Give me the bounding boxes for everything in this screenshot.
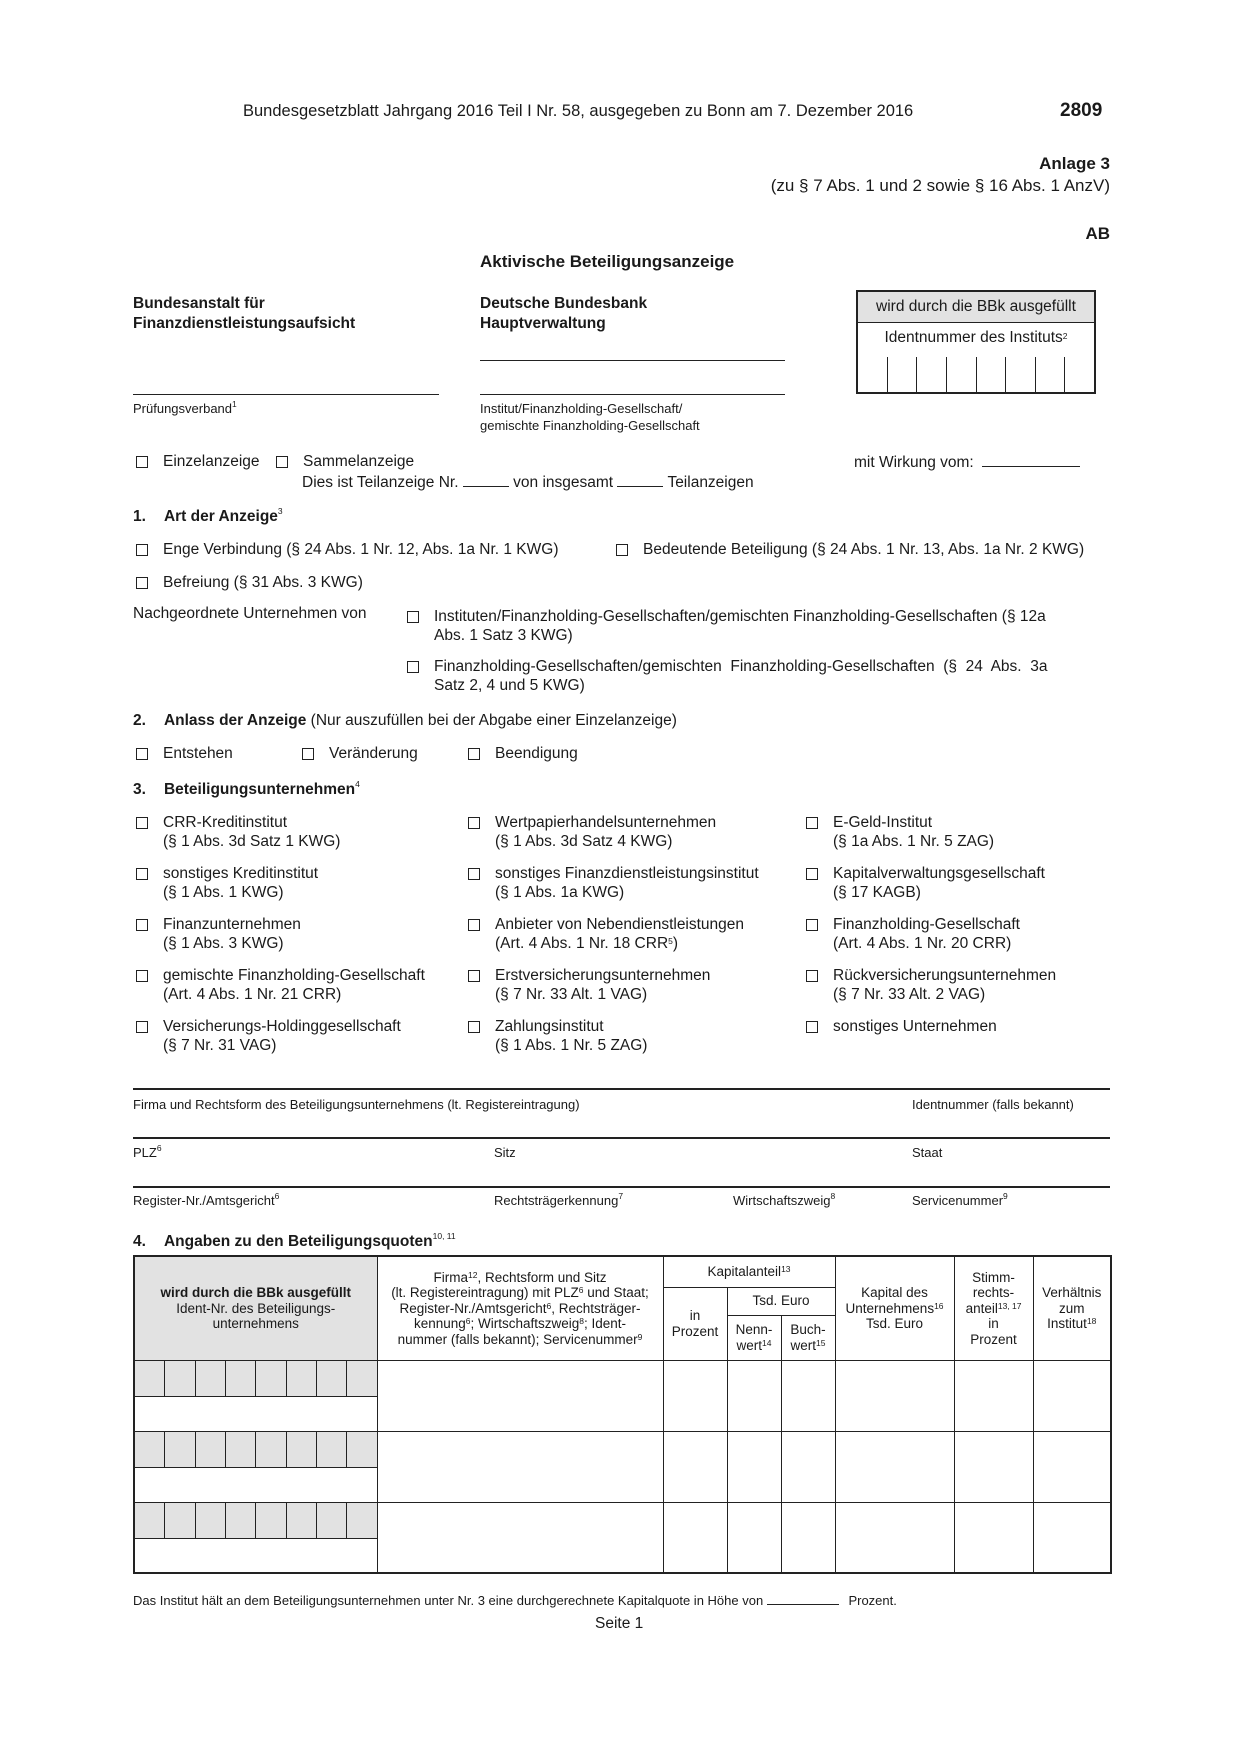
col-kapitalanteil: Kapitalanteil$^{13}$ (663, 1256, 835, 1287)
institut-ident-digits[interactable] (858, 357, 1094, 392)
teilanzeige-nr-field[interactable] (463, 472, 509, 487)
nebendienstleistungen-checkbox[interactable] (468, 919, 480, 931)
row2-verhaeltnis-cell[interactable] (1033, 1431, 1111, 1502)
row3-ident-lower[interactable] (134, 1538, 377, 1573)
row1-stimm-cell[interactable] (954, 1360, 1033, 1431)
row1-verhaeltnis-cell[interactable] (1033, 1360, 1111, 1431)
row2-stimm-cell[interactable] (954, 1431, 1033, 1502)
page-footer: Seite 1 (595, 1615, 644, 1632)
finanzholding-gesellschaft-checkbox[interactable] (806, 919, 818, 931)
row2-ident-lower[interactable] (134, 1467, 377, 1502)
e-geld-institut-checkbox[interactable] (806, 817, 818, 829)
row1-buchwert-cell[interactable] (781, 1360, 835, 1431)
journal-header: Bundesgesetzblatt Jahrgang 2016 Teil I Nr. 58, ausgegeben zu Bonn am 7. Dezember 2016 (243, 102, 914, 120)
beteiligungsquoten-table (133, 1255, 1112, 1574)
form-title: Aktivische Beteiligungsanzeige (480, 252, 735, 271)
einzelanzeige-checkbox[interactable] (136, 456, 148, 468)
bbk-name-line1: Deutsche Bundesbank (480, 295, 648, 312)
crr-kreditinstitut-checkbox[interactable] (136, 817, 148, 829)
institut-label-line1: Institut/Finanzholding-Gesellschaft/ (480, 401, 683, 416)
col-bbk-ident: wird durch die BBk ausgefüllt Ident-Nr. des Beteiligungs- unternehmens (134, 1256, 377, 1360)
befreiung-checkbox[interactable] (136, 577, 148, 589)
row2-nennwert-cell[interactable] (727, 1431, 781, 1502)
bbk-ident-box (856, 290, 1096, 394)
servicenummer-label: Servicenummer$^9$ (912, 1191, 1008, 1208)
beendigung-checkbox[interactable] (468, 748, 480, 760)
firma-label: Firma und Rechtsform des Beteiligungsunternehmens (lt. Registereintragung) (133, 1097, 580, 1112)
kapitalquote-line: Das Institut hält an dem Beteiligungsunternehmen unter Nr. 3 eine durchgerechnete Kapitalquote in Höhe von Prozent. (133, 1593, 897, 1608)
plz-field-line[interactable] (133, 1137, 1110, 1139)
row1-firma-cell[interactable] (377, 1360, 663, 1431)
sonstiges-kreditinstitut-checkbox[interactable] (136, 868, 148, 880)
rueckversicherung-checkbox[interactable] (806, 970, 818, 982)
pruefungsverband-input-line[interactable] (133, 394, 439, 395)
row1-ident-cells[interactable] (134, 1360, 377, 1396)
bbk-box-title: wird durch die BBk ausgefüllt (858, 292, 1094, 323)
versicherungs-holding-checkbox[interactable] (136, 1021, 148, 1033)
table-row (134, 1360, 1111, 1396)
row3-stimm-cell[interactable] (954, 1502, 1033, 1573)
row2-buchwert-cell[interactable] (781, 1431, 835, 1502)
bbk-box-label: Identnummer des Instituts$^2$ (884, 329, 1068, 346)
page-number: 2809 (1060, 100, 1103, 121)
row3-ident-cells[interactable] (134, 1502, 377, 1538)
row1-nennwert-cell[interactable] (727, 1360, 781, 1431)
institut-label-line2: gemischte Finanzholding-Gesellschaft (480, 418, 700, 433)
col-kapital-unternehmen: Kapital des Unternehmens$^{16}$ Tsd. Euro (835, 1256, 954, 1360)
col-stimmrechtsanteil: Stimm- rechts- anteil$^{13, 17}$ in Prozent (954, 1256, 1033, 1360)
sammelanzeige-checkbox[interactable] (276, 456, 288, 468)
veraenderung-checkbox[interactable] (302, 748, 314, 760)
plz-label: PLZ$^6$ (133, 1143, 162, 1160)
firma-field-line[interactable] (133, 1088, 1110, 1090)
teilanzeige-total-field[interactable] (617, 472, 663, 487)
zahlungsinstitut-checkbox[interactable] (468, 1021, 480, 1033)
kapitalverwaltungsgesellschaft-checkbox[interactable] (806, 868, 818, 880)
nachgeordnet-finanzholding-checkbox[interactable] (407, 661, 419, 673)
row2-prozent-cell[interactable] (663, 1431, 727, 1502)
entstehen-checkbox[interactable] (136, 748, 148, 760)
row2-kapital-cell[interactable] (835, 1431, 954, 1502)
row3-buchwert-cell[interactable] (781, 1502, 835, 1573)
table-row (134, 1502, 1111, 1538)
bedeutende-beteiligung-checkbox[interactable] (616, 544, 628, 556)
nachgeordnet-label: Nachgeordnete Unternehmen von (133, 605, 367, 622)
identnummer-label: Identnummer (falls bekannt) (912, 1097, 1074, 1112)
section3-heading: 3. Beteiligungsunternehmen$^4$ (133, 779, 360, 798)
kapitalquote-field[interactable] (767, 1592, 839, 1605)
row3-nennwert-cell[interactable] (727, 1502, 781, 1573)
hauptverwaltung-input-line[interactable] (480, 360, 785, 361)
col-nennwert: Nenn- wert$^{14}$ (727, 1315, 781, 1360)
row3-prozent-cell[interactable] (663, 1502, 727, 1573)
institut-input-line[interactable] (480, 394, 785, 395)
gemischte-finanzholding-checkbox[interactable] (136, 970, 148, 982)
col-tsd-euro: Tsd. Euro (727, 1287, 835, 1315)
wirkung-date-field[interactable] (982, 452, 1080, 467)
row2-firma-cell[interactable] (377, 1431, 663, 1502)
register-field-line[interactable] (133, 1186, 1110, 1188)
nachgeordnet-instituten-checkbox[interactable] (407, 611, 419, 623)
rechtstraeger-label: Rechtsträgerkennung$^7$ (494, 1191, 624, 1208)
wertpapierhandel-checkbox[interactable] (468, 817, 480, 829)
anlage-label: Anlage 3 (1039, 154, 1110, 173)
row1-kapital-cell[interactable] (835, 1360, 954, 1431)
form-code: AB (1085, 224, 1110, 243)
anlage-reference: (zu § 7 Abs. 1 und 2 sowie § 16 Abs. 1 AnzV) (770, 176, 1110, 195)
row3-verhaeltnis-cell[interactable] (1033, 1502, 1111, 1573)
row1-prozent-cell[interactable] (663, 1360, 727, 1431)
table-row (134, 1431, 1111, 1467)
row3-firma-cell[interactable] (377, 1502, 663, 1573)
section1-heading: 1. Art der Anzeige$^3$ (133, 506, 283, 525)
register-label: Register-Nr./Amtsgericht$^6$ (133, 1191, 280, 1208)
bbk-name-line2: Hauptverwaltung (480, 315, 606, 332)
row2-ident-cells[interactable] (134, 1431, 377, 1467)
erstversicherung-checkbox[interactable] (468, 970, 480, 982)
col-in-prozent: in Prozent (663, 1287, 727, 1360)
staat-label: Staat (912, 1145, 943, 1160)
wirtschaftszweig-label: Wirtschaftszweig$^8$ (733, 1191, 836, 1208)
sonstiges-unternehmen-checkbox[interactable] (806, 1021, 818, 1033)
section4-heading: 4. Angaben zu den Beteiligungsquoten$^{10, 11}$ (133, 1231, 456, 1250)
teilanzeige-line: Dies ist Teilanzeige Nr. von insgesamt Teilanzeigen (302, 474, 754, 491)
bafin-name-line1: Bundesanstalt für (133, 295, 265, 312)
sonstiges-finanzdienstleistungsinstitut-checkbox[interactable] (468, 868, 480, 880)
finanzunternehmen-checkbox[interactable] (136, 919, 148, 931)
col-firma: Firma$^{12}$, Rechtsform und Sitz (lt. Registereintragung) mit PLZ$^6$ und Staat; Register-Nr./Amtsgericht$^6$, Rechtsträger- kennung$^6$; Wirtschaftszweig$^8$; Ident- nummer (falls bekannt); Servicenummer$^9$ (377, 1256, 663, 1360)
row1-ident-lower[interactable] (134, 1396, 377, 1431)
section2-heading: 2. Anlass der Anzeige (Nur auszufüllen bei der Abgabe einer Einzelanzeige) (133, 712, 677, 729)
col-verhaeltnis: Verhältnis zum Institut$^{18}$ (1033, 1256, 1111, 1360)
enge-verbindung-checkbox[interactable] (136, 544, 148, 556)
wirkung-line: mit Wirkung vom: (854, 452, 1080, 472)
sitz-label: Sitz (494, 1145, 516, 1160)
pruefungsverband-label: Prüfungsverband$^1$ (133, 399, 237, 416)
bafin-name-line2: Finanzdienstleistungsaufsicht (133, 315, 356, 332)
col-buchwert: Buch- wert$^{15}$ (781, 1315, 835, 1360)
row3-kapital-cell[interactable] (835, 1502, 954, 1573)
